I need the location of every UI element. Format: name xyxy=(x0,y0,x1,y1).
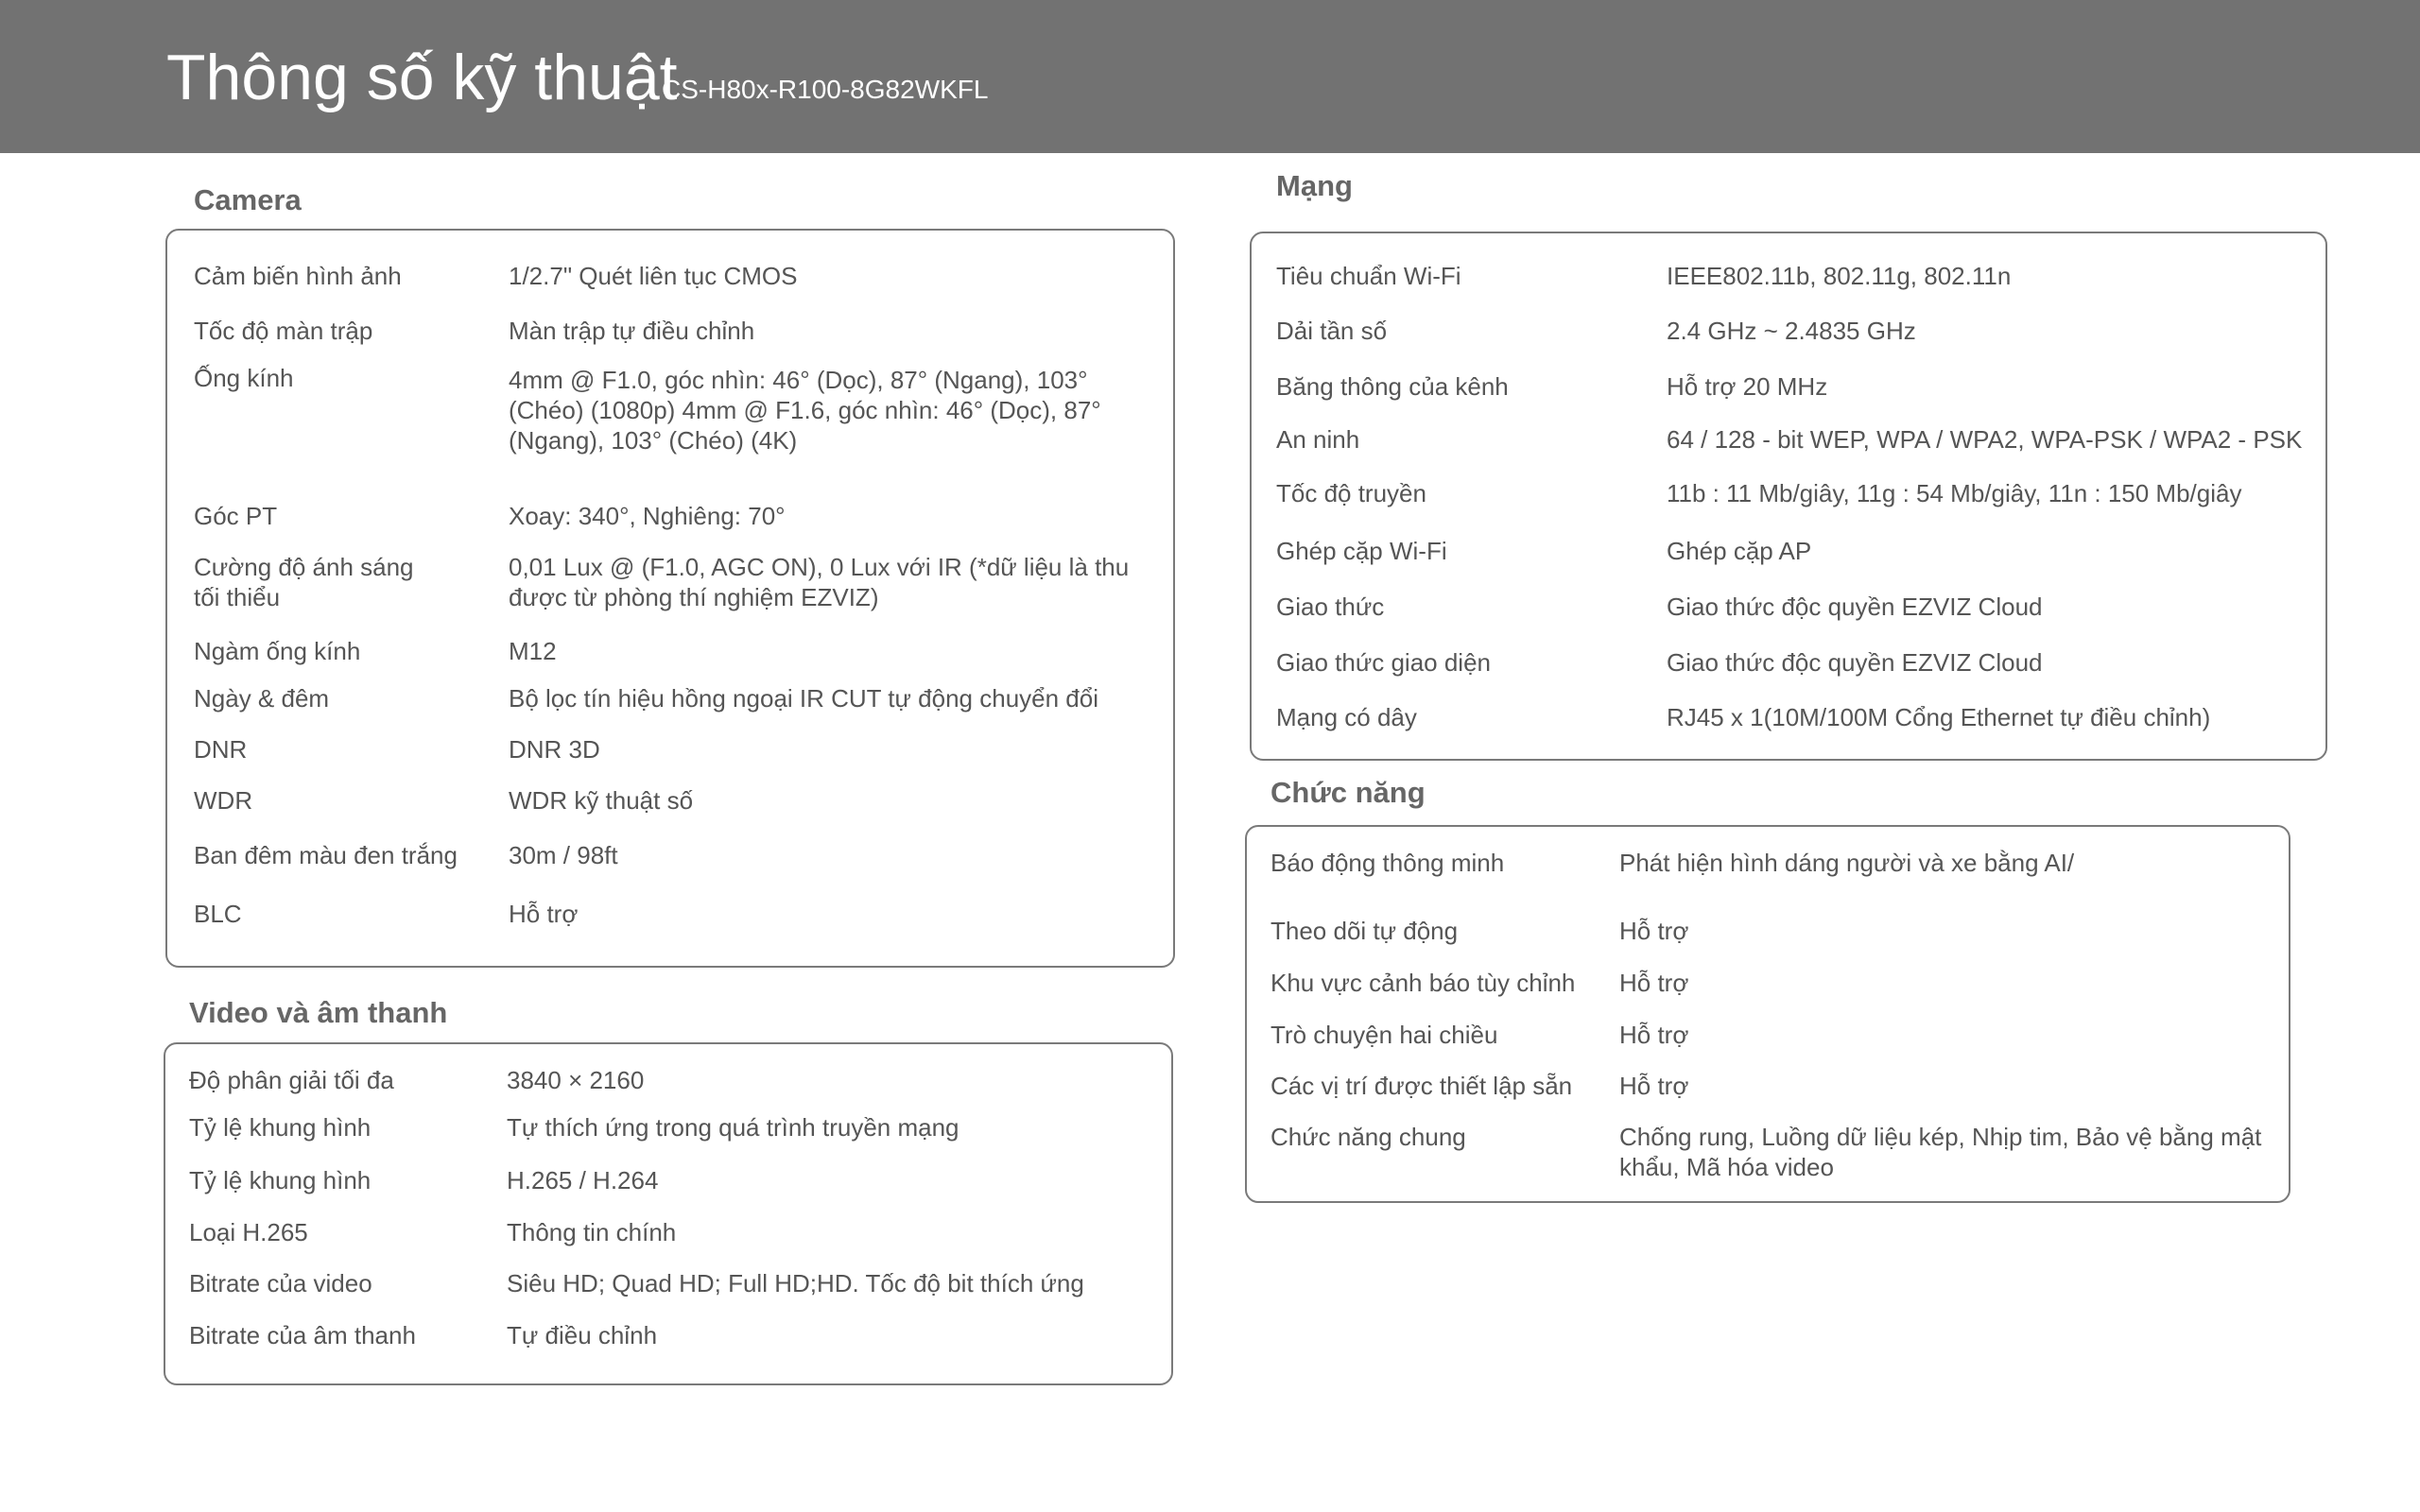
spec-label: Cảm biến hình ảnh xyxy=(194,262,402,290)
camera-section-title: Camera xyxy=(194,183,302,216)
spec-value: Giao thức độc quyền EZVIZ Cloud xyxy=(1667,593,2043,621)
spec-label: Tốc độ truyền xyxy=(1276,479,1426,507)
spec-label: Chức năng chung xyxy=(1270,1123,1466,1151)
spec-label: Bitrate của video xyxy=(189,1269,372,1297)
spec-value: Hỗ trợ xyxy=(1619,917,1689,945)
spec-label: Ngàm ống kính xyxy=(194,637,361,665)
spec-value: Tự thích ứng trong quá trình truyền mạng xyxy=(507,1113,959,1142)
video-section-title: Video và âm thanh xyxy=(189,996,448,1029)
spec-label: Giao thức xyxy=(1276,593,1385,621)
spec-label: Khu vực cảnh báo tùy chỉnh xyxy=(1270,969,1576,997)
spec-value: 4mm @ F1.0, góc nhìn: 46° (Dọc), 87° (Ngang), 103° (Chéo) (1080p) 4mm @ F1.6, góc nhìn: 46° (Dọc), 87° (Ngang), 103° (Chéo) (4K) xyxy=(509,366,1101,455)
spec-value: 0,01 Lux @ (F1.0, AGC ON), 0 Lux với IR (*dữ liệu là thu được từ phòng thí nghiệm EZVIZ) xyxy=(509,553,1130,611)
spec-label: Tốc độ màn trập xyxy=(194,317,373,345)
spec-value: Màn trập tự điều chỉnh xyxy=(509,317,755,345)
spec-value: RJ45 x 1(10M/100M Cổng Ethernet tự điều chỉnh) xyxy=(1667,703,2211,731)
spec-value: Phát hiện hình dáng người và xe bằng AI/ xyxy=(1619,849,2075,877)
spec-value: 1/2.7" Quét liên tục CMOS xyxy=(509,262,798,290)
spec-label: DNR xyxy=(194,735,248,764)
spec-value: 64 / 128 - bit WEP, WPA / WPA2, WPA-PSK / WPA2 - PSK xyxy=(1667,425,2303,454)
spec-value: IEEE802.11b, 802.11g, 802.11n xyxy=(1667,262,2012,290)
spec-label: WDR xyxy=(194,786,253,815)
spec-label: Mạng có dây xyxy=(1276,703,1417,731)
spec-value: Thông tin chính xyxy=(507,1218,677,1246)
spec-value: Bộ lọc tín hiệu hồng ngoại IR CUT tự động chuyển đổi xyxy=(509,684,1098,713)
spec-label: Ghép cặp Wi-Fi xyxy=(1276,537,1447,565)
spec-value: Ghép cặp AP xyxy=(1667,537,1812,565)
spec-value: Hỗ trợ 20 MHz xyxy=(1667,372,1828,401)
spec-value: 2.4 GHz ~ 2.4835 GHz xyxy=(1667,317,1916,345)
spec-value: 3840 × 2160 xyxy=(507,1066,645,1094)
spec-label: Cường độ ánh sáng tối thiểu xyxy=(194,553,414,611)
spec-label: BLC xyxy=(194,900,242,928)
network-section-title: Mạng xyxy=(1276,169,1353,202)
spec-label: Các vị trí được thiết lập sẵn xyxy=(1270,1072,1573,1100)
spec-value: 30m / 98ft xyxy=(509,841,618,869)
spec-value: Siêu HD; Quad HD; Full HD;HD. Tốc độ bit thích ứng xyxy=(507,1269,1084,1297)
spec-label: Ngày & đêm xyxy=(194,684,330,713)
spec-label: Ban đêm màu đen trắng xyxy=(194,841,458,869)
spec-value: M12 xyxy=(509,637,557,665)
spec-label: Ống kính xyxy=(194,364,294,392)
spec-label: Độ phân giải tối đa xyxy=(189,1066,394,1094)
spec-value: Chống rung, Luồng dữ liệu kép, Nhịp tim, Bảo vệ bằng mật khẩu, Mã hóa video xyxy=(1619,1123,2262,1181)
spec-value: WDR kỹ thuật số xyxy=(509,786,694,815)
spec-label: Báo động thông minh xyxy=(1270,849,1505,877)
spec-label: Theo dõi tự động xyxy=(1270,917,1459,945)
spec-label: Trò chuyện hai chiều xyxy=(1270,1021,1498,1049)
spec-label: Tỷ lệ khung hình xyxy=(189,1113,372,1142)
functions-section-title: Chức năng xyxy=(1270,776,1426,809)
page-title: Thông số kỹ thuật xyxy=(166,42,678,113)
spec-label: Góc PT xyxy=(194,502,278,530)
spec-value: Xoay: 340°, Nghiêng: 70° xyxy=(509,502,786,530)
model-number: CS-H80x-R100-8G82WKFL xyxy=(662,75,989,104)
spec-label: Loại H.265 xyxy=(189,1218,308,1246)
spec-value: Hỗ trợ xyxy=(509,900,579,928)
spec-label: Băng thông của kênh xyxy=(1276,372,1509,401)
header-bar xyxy=(0,0,2420,153)
spec-label: Bitrate của âm thanh xyxy=(189,1321,416,1349)
spec-value: DNR 3D xyxy=(509,735,600,764)
spec-value: Giao thức độc quyền EZVIZ Cloud xyxy=(1667,648,2043,677)
spec-value: Hỗ trợ xyxy=(1619,1072,1689,1100)
spec-label: Dải tần số xyxy=(1276,317,1388,345)
spec-value: Hỗ trợ xyxy=(1619,1021,1689,1049)
spec-label: An ninh xyxy=(1276,425,1360,454)
spec-label: Giao thức giao diện xyxy=(1276,648,1491,677)
spec-value: 11b : 11 Mb/giây, 11g : 54 Mb/giây, 11n : 150 Mb/giây xyxy=(1667,479,2242,507)
spec-value: Tự điều chỉnh xyxy=(507,1321,658,1349)
spec-label: Tiêu chuẩn Wi-Fi xyxy=(1276,262,1461,290)
spec-label: Tỷ lệ khung hình xyxy=(189,1166,372,1194)
spec-value: Hỗ trợ xyxy=(1619,969,1689,997)
spec-value: H.265 / H.264 xyxy=(507,1166,659,1194)
